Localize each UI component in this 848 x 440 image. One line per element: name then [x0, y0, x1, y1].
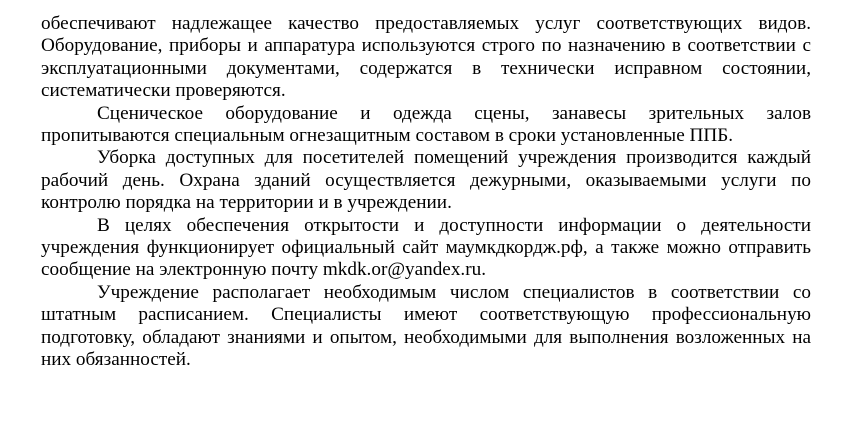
paragraph-equipment-continuation: обеспечивают надлежащее качество предоставляемых услуг соответствующих видов. Оборудование, приборы и аппаратура используются строго по назначению в соответствии с эксплуатационными документами, содержатся в технически исправном состоянии, систематически проверяются.	[41, 13, 811, 102]
document-body	[41, 13, 811, 372]
paragraph-cleaning-security: Уборка доступных для посетителей помещений учреждения производится каждый рабочий день. Охрана зданий осуществляется дежурными, оказываемыми услуги по контролю порядка на территории и в учреждении.	[41, 147, 811, 214]
paragraph-stage-equipment: Сценическое оборудование и одежда сцены, занавесы зрительных залов пропитываются специальным огнезащитным составом в сроки установленные ППБ.	[41, 102, 811, 147]
paragraph-staff: Учреждение располагает необходимым числом специалистов в соответствии со штатным расписанием. Специалисты имеют соответствующую профессиональную подготовку, обладают знаниями и опытом, необходимыми для выполнения возложенных на них обязанностей.	[41, 281, 811, 371]
paragraph-openness-website: В целях обеспечения открытости и доступности информации о деятельности учреждения функционирует официальный сайт маумкдкордж.рф, а также можно отправить сообщение на электронную почту mkdk.or@yandex.ru.	[41, 214, 811, 281]
